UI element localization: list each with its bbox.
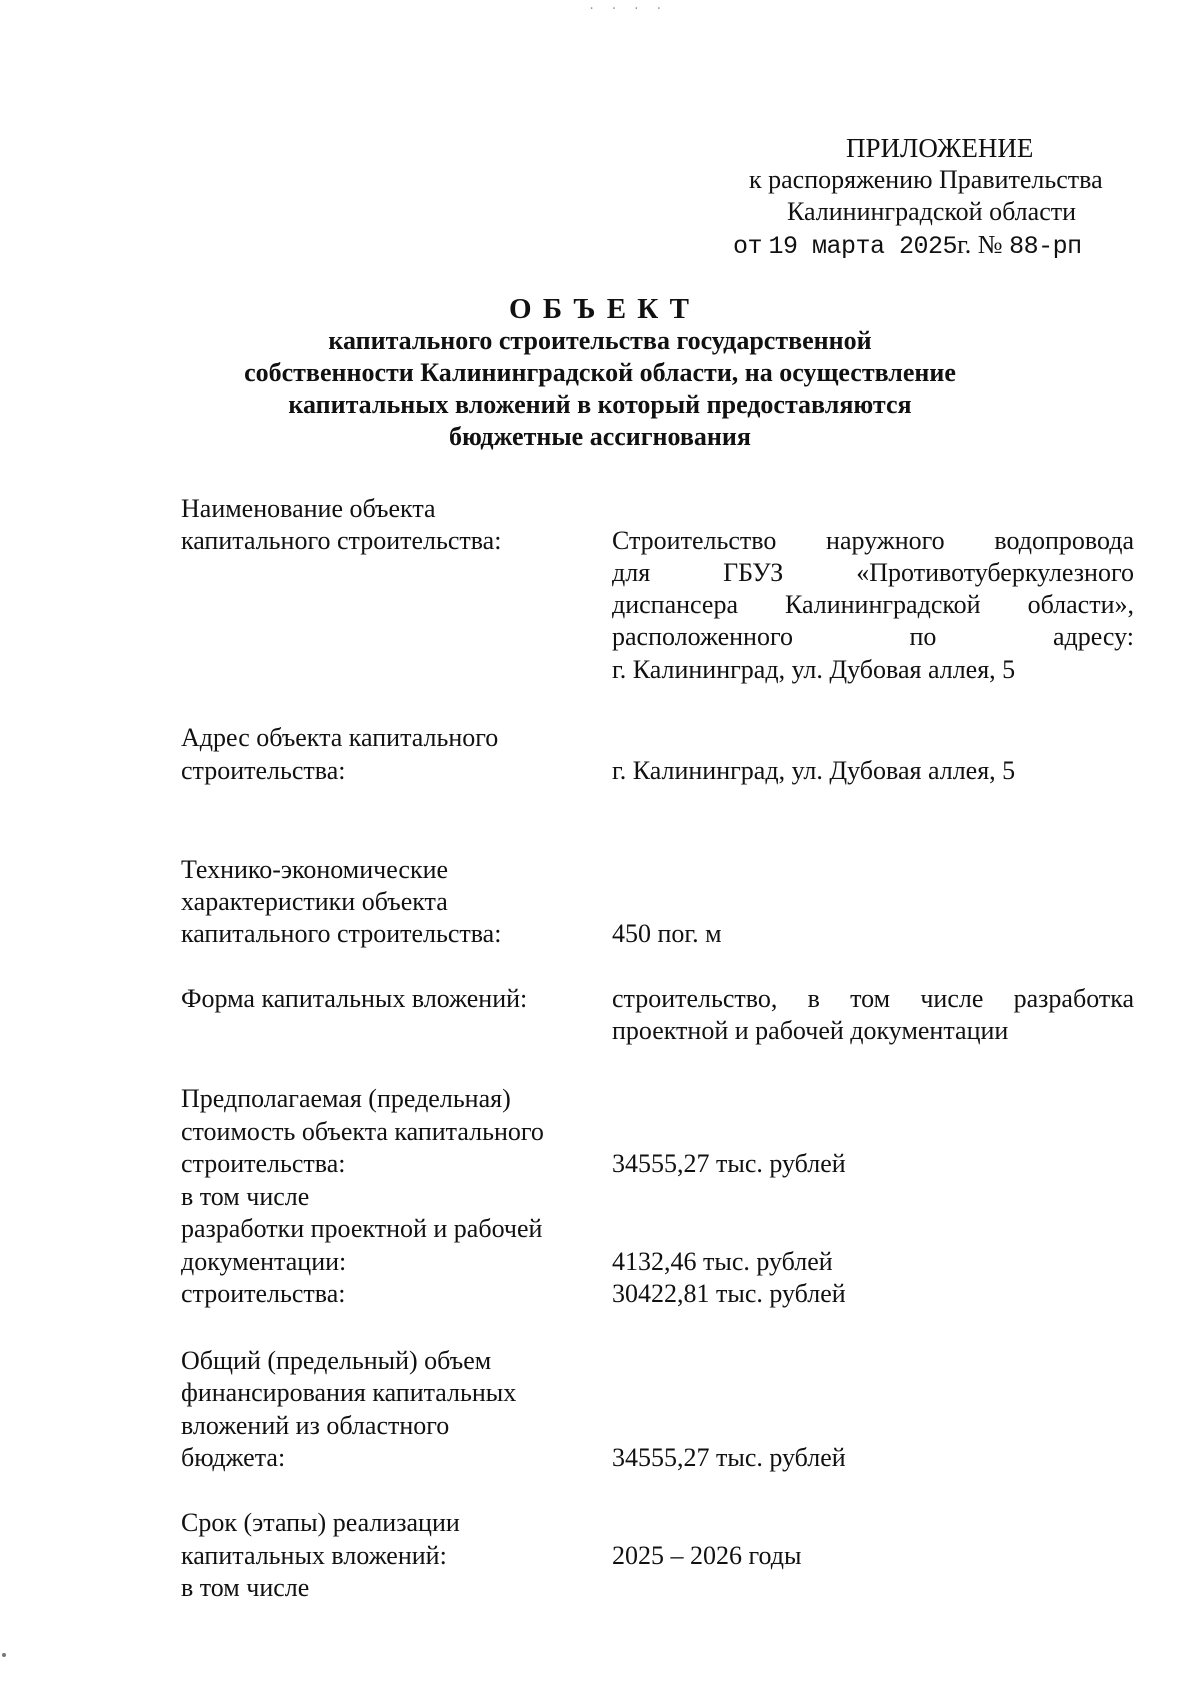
financing-label-line-1: Общий (предельный) объем — [181, 1346, 492, 1375]
tech-label-line-2: характеристики объекта — [181, 887, 448, 916]
term-label-line-3: в том числе — [181, 1573, 310, 1602]
heading-line-2: собственности Калининградской области, на осуществление — [244, 358, 956, 387]
term-label-line-1: Срок (этапы) реализации — [181, 1508, 460, 1537]
name-value-line-2: для ГБУЗ «Противотуберкулезного — [612, 558, 1134, 587]
annex-line-2: Калининградской области — [787, 197, 1077, 226]
address-label-line-2: строительства: — [181, 756, 346, 785]
form-value-line-2: проектной и рабочей документации — [612, 1016, 1009, 1045]
financing-label-line-4: бюджета: — [181, 1443, 286, 1472]
tech-label-line-1: Технико-экономические — [181, 855, 449, 884]
name-value-line-3: диспансера Калининградской области», — [612, 590, 1134, 619]
tech-value: 450 пог. м — [612, 919, 722, 948]
name-value-line-1: Строительство наружного водопровода — [612, 526, 1134, 555]
financing-label-line-2: финансирования капитальных — [181, 1378, 517, 1407]
annex-title: ПРИЛОЖЕНИЕ — [846, 133, 1034, 163]
address-value: г. Калининград, ул. Дубовая аллея, 5 — [612, 756, 1016, 785]
cost-label-line-1: Предполагаемая (предельная) — [181, 1084, 511, 1113]
annex-date-line — [733, 230, 1082, 262]
cost-label-line-6: документации: — [181, 1247, 347, 1276]
cost-label-line-5: разработки проектной и рабочей — [181, 1214, 543, 1243]
cost-label-line-4: в том числе — [181, 1182, 310, 1211]
cost-construction-value: 30422,81 тыс. рублей — [612, 1279, 846, 1308]
financing-value: 34555,27 тыс. рублей — [612, 1443, 846, 1472]
annex-line-1: к распоряжению Правительства — [749, 165, 1103, 194]
cost-label-line-7: строительства: — [181, 1279, 346, 1308]
scan-mark-top: . . . . — [588, 0, 667, 13]
heading-line-1: капитального строительства государственной — [328, 326, 872, 355]
cost-design-value: 4132,46 тыс. рублей — [612, 1247, 833, 1276]
annex-number: 88-рп — [1009, 232, 1082, 261]
heading-line-4: бюджетные ассигнования — [449, 422, 751, 451]
name-label-line-1: Наименование объекта — [181, 494, 436, 523]
name-label-line-2: капитального строительства: — [181, 526, 502, 555]
financing-label-line-3: вложений из областного — [181, 1411, 450, 1440]
form-label: Форма капитальных вложений: — [181, 984, 528, 1013]
term-label-line-2: капитальных вложений: — [181, 1541, 447, 1570]
annex-number-prefix: г. № — [957, 230, 1003, 259]
name-value-line-5: г. Калининград, ул. Дубовая аллея, 5 — [612, 655, 1016, 684]
document-title: О Б Ъ Е К Т — [509, 293, 691, 325]
annex-date: 19 марта 2025 — [768, 232, 958, 261]
name-value-line-4: расположенного по адресу: — [612, 622, 1134, 651]
term-value: 2025 – 2026 годы — [612, 1541, 802, 1570]
cost-total-value: 34555,27 тыс. рублей — [612, 1149, 846, 1178]
tech-label-line-3: капитального строительства: — [181, 919, 502, 948]
form-value-line-1: строительство, в том числе разработка — [612, 984, 1134, 1013]
annex-date-prefix: от — [733, 232, 763, 261]
cost-label-line-2: стоимость объекта капитального — [181, 1117, 544, 1146]
scan-mark-left — [2, 1653, 6, 1657]
cost-label-line-3: строительства: — [181, 1149, 346, 1178]
address-label-line-1: Адрес объекта капитального — [181, 723, 499, 752]
heading-line-3: капитальных вложений в который предоставляются — [288, 390, 912, 419]
